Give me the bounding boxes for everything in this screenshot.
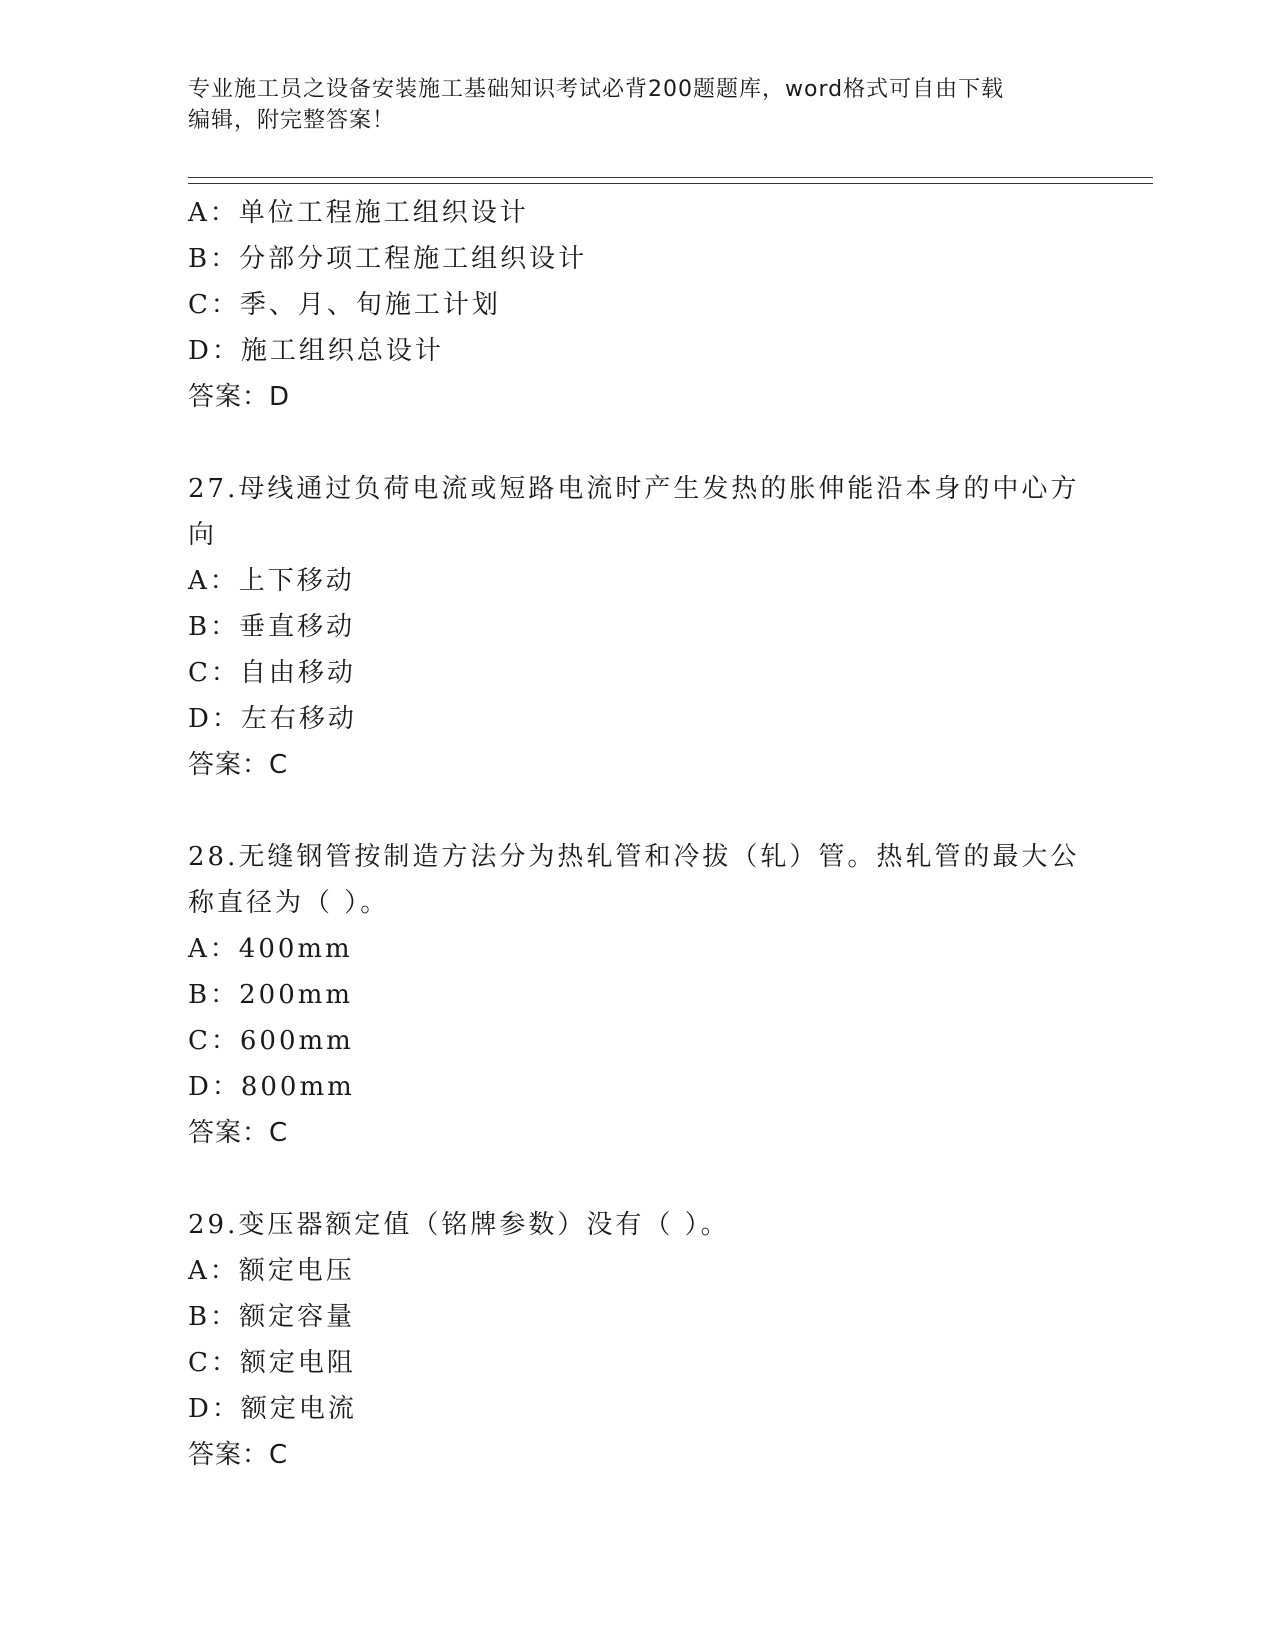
option-a: A：额定电压 <box>188 1256 355 1286</box>
header-title-line-2: 编辑，附完整答案！ <box>188 108 396 133</box>
answer: 答案：C <box>188 1440 289 1470</box>
option-b: B：额定容量 <box>188 1302 356 1332</box>
document-header <box>188 74 1078 136</box>
option-a: A：上下移动 <box>188 566 355 596</box>
spacer <box>188 1156 1088 1202</box>
question-29 <box>188 1202 1088 1478</box>
option-c: C：季、月、旬施工计划 <box>188 290 501 320</box>
option-a: A：400mm <box>188 934 353 964</box>
header-title-line-1: 专业施工员之设备安装施工基础知识考试必背200题题库，word格式可自由下载 <box>188 77 1005 102</box>
question-text: 28.无缝钢管按制造方法分为热轧管和冷拔（轧）管。热轧管的最大公称直径为（ ）。 <box>188 842 1080 918</box>
option-d: D：施工组织总设计 <box>188 336 444 366</box>
question-26-partial <box>188 190 1088 420</box>
question-list <box>188 190 1088 1478</box>
option-d: D：额定电流 <box>188 1394 357 1424</box>
option-c: C：600mm <box>188 1026 354 1056</box>
question-text: 29.变压器额定值（铭牌参数）没有（ ）。 <box>188 1210 730 1240</box>
question-28 <box>188 834 1088 1156</box>
spacer <box>188 420 1088 466</box>
option-b: B：垂直移动 <box>188 612 356 642</box>
answer: 答案：C <box>188 1118 289 1148</box>
option-b: B：200mm <box>188 980 354 1010</box>
option-d: D：左右移动 <box>188 704 357 734</box>
option-c: C：自由移动 <box>188 658 356 688</box>
question-text: 27.母线通过负荷电流或短路电流时产生发热的胀伸能沿本身的中心方向 <box>188 474 1080 550</box>
option-c: C：额定电阻 <box>188 1348 356 1378</box>
answer: 答案：D <box>188 382 291 412</box>
spacer <box>188 788 1088 834</box>
option-a: A：单位工程施工组织设计 <box>188 198 529 228</box>
question-27 <box>188 466 1088 788</box>
header-divider <box>188 177 1153 184</box>
answer: 答案：C <box>188 750 289 780</box>
option-b: B：分部分项工程施工组织设计 <box>188 244 588 274</box>
option-d: D：800mm <box>188 1072 355 1102</box>
